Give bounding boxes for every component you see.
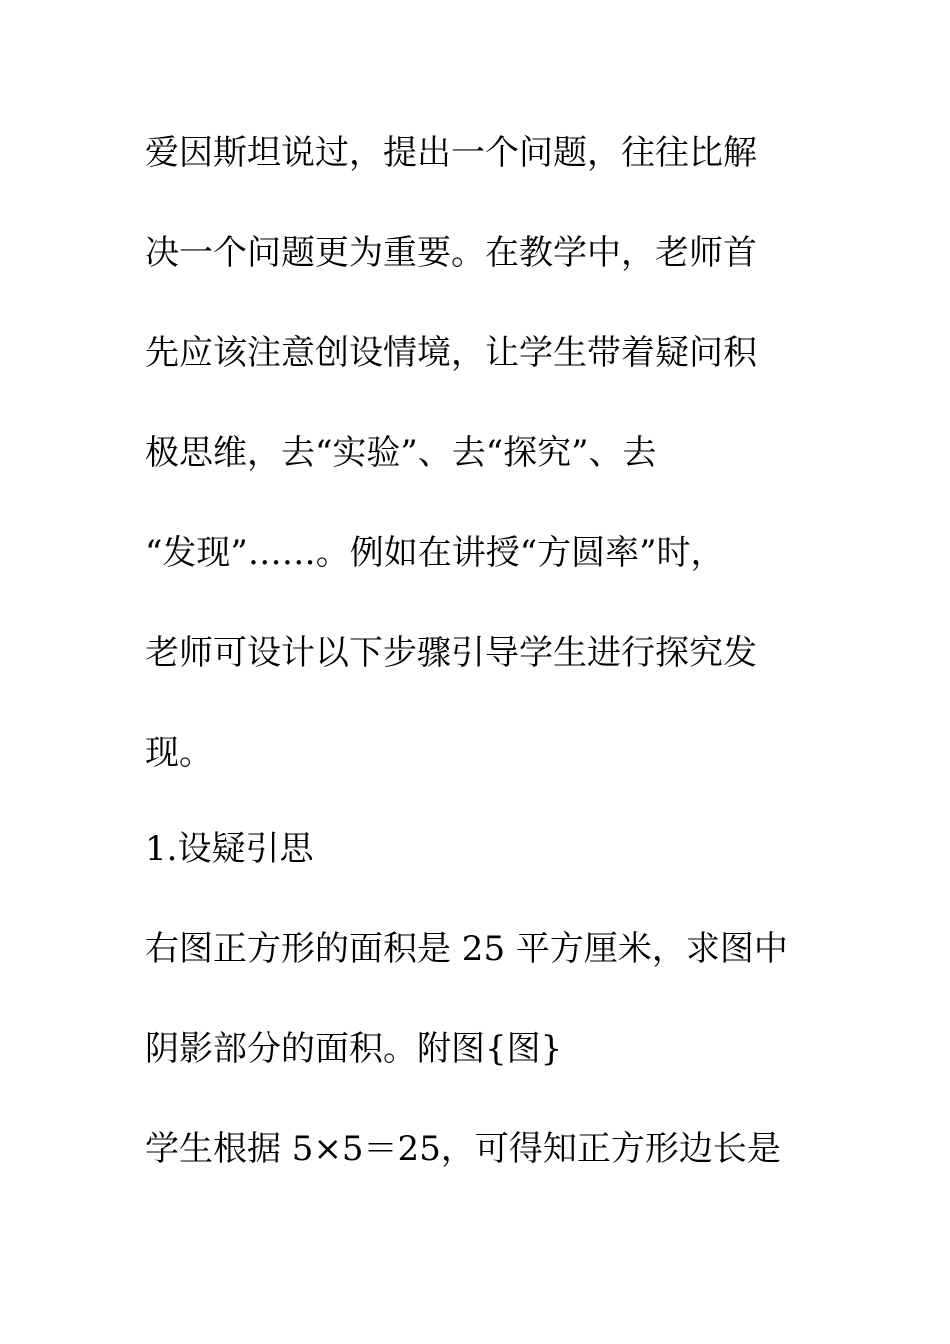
paragraph-line-1: 爱因斯坦说过，提出一个问题，往往比解 — [145, 133, 757, 173]
paragraph-line-4: 极思维，去“实验”、去“探究”、去 — [145, 433, 657, 473]
paragraph-line-2: 决一个问题更为重要。在教学中，老师首 — [145, 233, 757, 273]
problem-line-1: 右图正方形的面积是 25 平方厘米，求图中 — [145, 929, 788, 969]
problem-line-2: 阴影部分的面积。附图{图} — [145, 1029, 563, 1069]
paragraph-line-3: 先应该注意创设情境，让学生带着疑问积 — [145, 333, 757, 373]
solution-line-1: 学生根据 5×5＝25，可得知正方形边长是 — [145, 1129, 781, 1169]
paragraph-line-7: 现。 — [145, 733, 213, 773]
paragraph-line-5: “发现”……。例如在讲授“方圆率”时， — [145, 533, 725, 573]
paragraph-line-6: 老师可设计以下步骤引导学生进行探究发 — [145, 633, 757, 673]
section-heading: 1.设疑引思 — [145, 829, 314, 869]
